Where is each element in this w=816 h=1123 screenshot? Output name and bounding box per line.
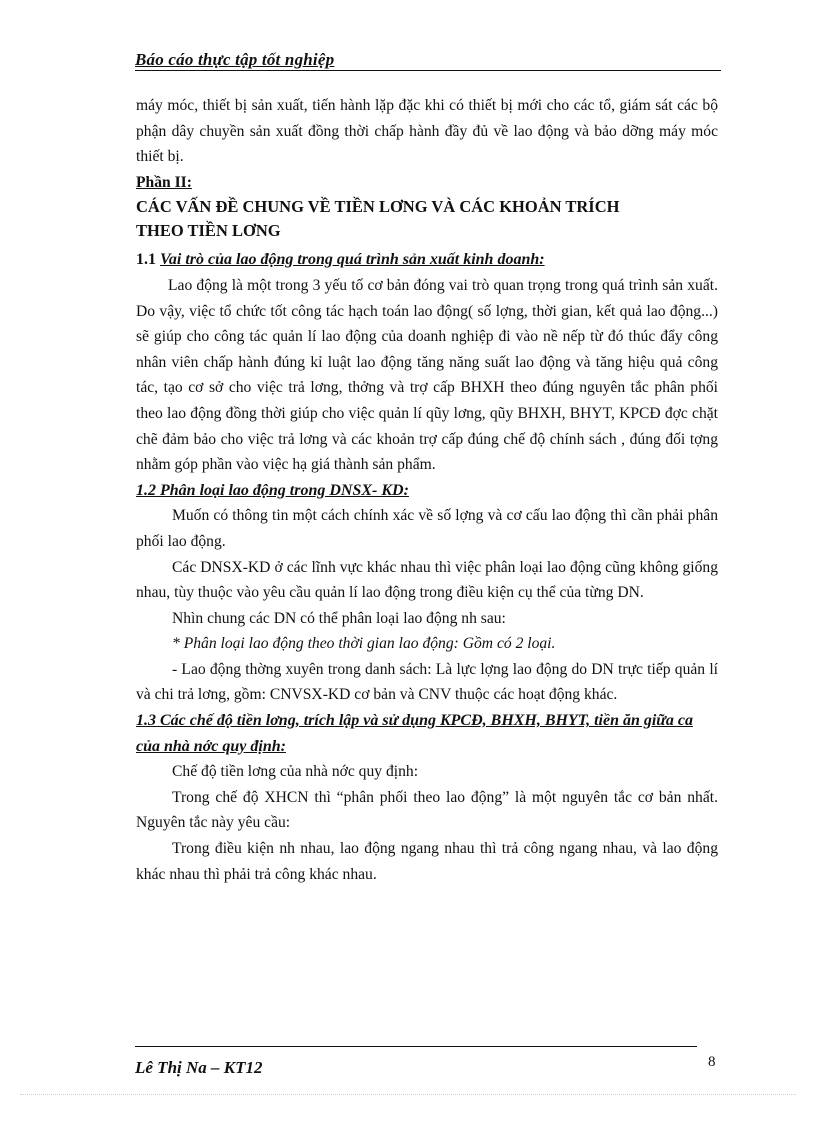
- section-1-title: Vai trò của lao động trong quá trình sản xuất kinh doanh:: [160, 251, 545, 269]
- section-1-number: 1.1: [136, 251, 156, 269]
- part-title-line-1: CÁC VẤN ĐỀ CHUNG VỀ TIỀN LƠNG VÀ CÁC KHOẢN TRÍCH: [136, 197, 620, 217]
- section-1-heading: [136, 247, 718, 273]
- section-3-paragraph-3: Trong điều kiện nh nhau, lao động ngang nhau thì trả công ngang nhau, và lao động khác nhau thì phải trả công khác nhau.: [136, 840, 718, 883]
- intro-paragraph: máy móc, thiết bị sản xuất, tiến hành lặp đặc khi có thiết bị mới cho các tổ, giám sát các bộ phận dây chuyền sản xuất đồng thời chấp hành đầy đủ về lao động và bảo dỡng máy móc thiết bị.: [136, 97, 718, 166]
- page-bottom-edge: [20, 1094, 796, 1095]
- footer-rule: [135, 1046, 697, 1055]
- section-2-paragraph-2: Các DNSX-KD ở các lĩnh vực khác nhau thì việc phân loại lao động cũng không giống nhau, tùy thuộc vào yêu cầu quản lí lao động trong điều kiện cụ thể của từng DN.: [136, 558, 718, 602]
- section-2-paragraph-5: - Lao động thờng xuyên trong danh sách: Là lực lợng lao động do DN trực tiếp quản lí và chi trả lơng, gồm: CNVSX-KD cơ bản và CNV thuộc các hoạt động khác.: [136, 660, 718, 704]
- page-number: 8: [708, 1054, 716, 1070]
- section-3-paragraph-2: Trong chế độ XHCN thì “phân phối theo lao động” là một nguyên tắc cơ bản nhất. Nguyên tắc này yêu cầu:: [136, 788, 718, 832]
- header-title: Báo cáo thực tập tốt nghiệp: [135, 50, 335, 69]
- section-2-paragraph-1: Muốn có thông tin một cách chính xác về số lợng và cơ cấu lao động thì cần phải phân phối lao động.: [136, 507, 718, 550]
- page-header: [135, 50, 721, 71]
- footer-author: Lê Thị Na – KT12: [135, 1058, 263, 1077]
- section-3-heading: 1.3 Các chế độ tiền lơng, trích lập và sử dụng KPCĐ, BHXH, BHYT, tiền ăn giữa ca của nhà nớc quy định:: [136, 712, 693, 755]
- section-2-paragraph-4: * Phân loại lao động theo thời gian lao động: Gồm có 2 loại.: [172, 635, 556, 653]
- section-2-heading: 1.2 Phân loại lao động trong DNSX- KD:: [136, 481, 409, 499]
- section-3-paragraph-1: Chế độ tiền lơng của nhà nớc quy định:: [172, 763, 419, 781]
- part-label: Phần II:: [136, 173, 192, 191]
- section-2-paragraph-3: Nhìn chung các DN có thể phân loại lao động nh sau:: [172, 609, 506, 627]
- page-content: [136, 93, 718, 887]
- section-1-paragraph: Lao động là một trong 3 yếu tố cơ bản đóng vai trò quan trọng trong quá trình sản xuất. Do vậy, việc tổ chức tốt công tác hạch toán lao động( số lợng, thời gian, kết quả lao động...) sẽ giúp cho công tác quản lí lao động của doanh nghiệp đi vào nề nếp từ đó thúc đẩy công nhân viên chấp hành đúng kỉ luật lao động tăng năng suất lao động và tăng hiệu quả công tác, tạo cơ sở cho việc trả lơng, thởng và trợ cấp BHXH theo đúng nguyên tắc phân phối theo lao động đồng thời giúp cho việc quản lí qũy lơng, qũy BHXH, BHYT, KPCĐ đợc chặt chẽ đảm bảo cho việc trả lơng và các khoản trợ cấp đúng chế độ chính sách , đúng đối tợng nhằm góp phần vào việc hạ giá thành sản phẩm.: [136, 276, 718, 474]
- part-title-line-2: THEO TIỀN LƠNG: [136, 221, 281, 241]
